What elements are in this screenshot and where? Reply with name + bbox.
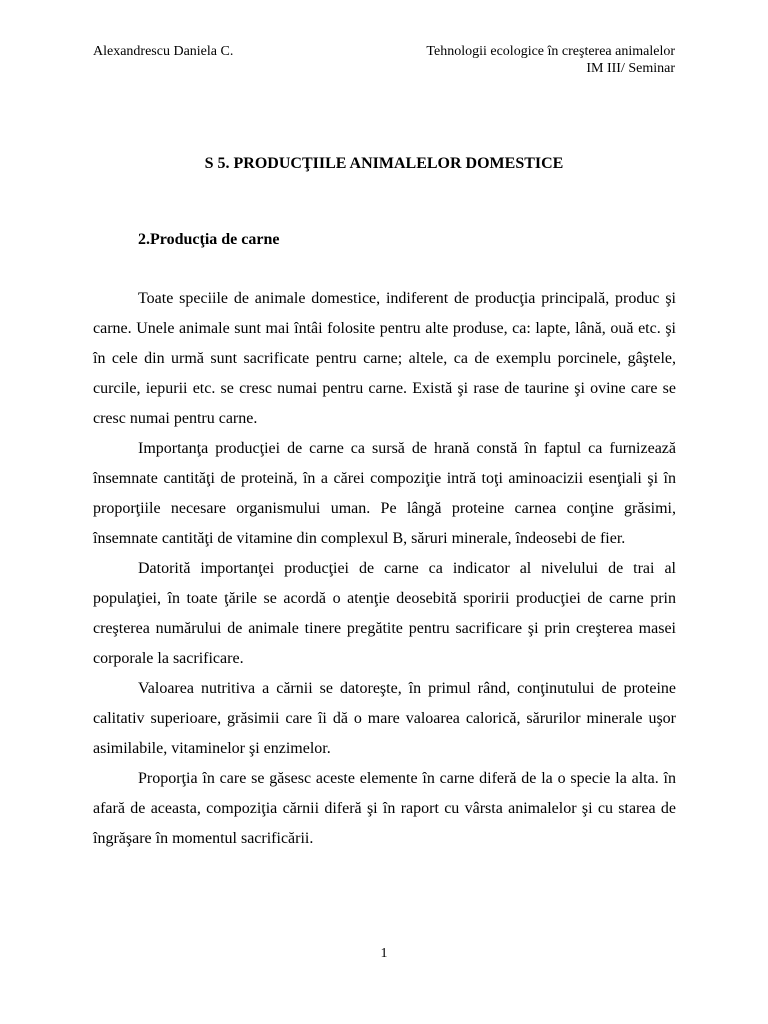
header-course-block bbox=[426, 43, 675, 77]
paragraph: Importanţa producţiei de carne ca sursă de hrană constă în faptul ca furnizează însemnate cantităţi de proteină, în a cărei compoziţie intră toţi aminoacizii esenţiali şi în proporţiile necesare organismului uman. Pe lângă proteine carnea conţine grăsimi, însemnate cantităţi de vitamine din complexul B, săruri minerale, îndeosebi de fier. bbox=[93, 440, 676, 547]
paragraph: Proporţia în care se găsesc aceste elemente în carne diferă de la o specie la alta. în afară de aceasta, compoziţia cărnii diferă şi în raport cu vârsta animalelor şi cu starea de îngrăşare în momentul sacrificării. bbox=[93, 770, 676, 847]
paragraph: Datorită importanţei producţiei de carne ca indicator al nivelului de trai al populaţiei, în toate ţările se acordă o atenţie deosebită sporirii producţiei de carne prin creşterea numărului de animale tinere pregătite pentru sacrificare şi prin creşterea masei corporale la sacrificare. bbox=[93, 560, 676, 667]
page-number: 1 bbox=[380, 946, 388, 961]
header-course-sub: IM III/ Seminar bbox=[586, 61, 675, 76]
body-text bbox=[93, 284, 676, 854]
paragraph: Valoarea nutritiva a cărnii se datoreşte, în primul rând, conţinutului de proteine calitativ superioare, grăsimii care îi dă o mare valoarea calorică, sărurilor minerale uşor asimilabile, vitaminelor şi enzimelor. bbox=[93, 680, 676, 757]
page-title: S 5. PRODUCŢIILE ANIMALELOR DOMESTICE bbox=[204, 155, 564, 172]
header-course: Tehnologii ecologice în creşterea animalelor bbox=[426, 44, 675, 59]
paragraph: Toate speciile de animale domestice, indiferent de producţia principală, produc şi carne. Unele animale sunt mai întâi folosite pentru alte produse, ca: lapte, lână, ouă etc. şi în cele din urmă sunt sacrificate pentru carne; altele, ca de exemplu porcinele, gâştele, curcile, iepurii etc. se cresc numai pentru carne. Există şi rase de taurine şi ovine care se cresc numai pentru carne. bbox=[93, 290, 676, 427]
header-author: Alexandrescu Daniela C. bbox=[93, 44, 234, 59]
section-heading: 2.Producţia de carne bbox=[138, 231, 280, 248]
